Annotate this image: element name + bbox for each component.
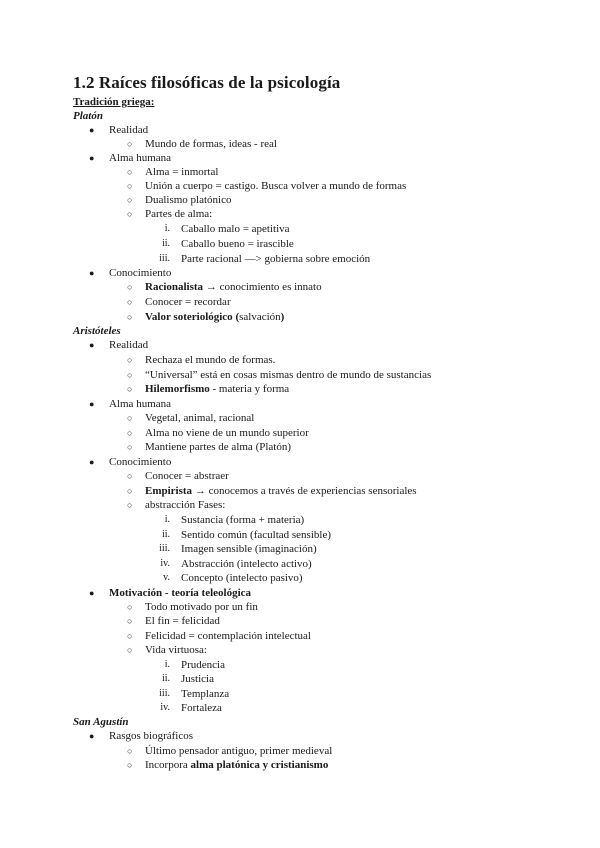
list-item: [0, 137, 600, 151]
roman-numeral: iv.: [160, 702, 170, 713]
list-item: [0, 151, 600, 165]
list-item: [0, 353, 600, 367]
circle-bullet-icon: ○: [127, 645, 133, 655]
bullet-icon: ●: [89, 457, 95, 467]
list-item: [0, 368, 600, 382]
list-item: [0, 687, 600, 701]
list-item-text: Parte racional —> gobierna sobre emoción: [181, 253, 371, 265]
circle-bullet-icon: ○: [127, 428, 133, 438]
list-item: [0, 455, 600, 469]
list-item: [0, 252, 600, 266]
list-item: [0, 237, 600, 251]
list-item: [0, 513, 600, 527]
list-item: [0, 193, 600, 207]
circle-bullet-icon: ○: [127, 355, 133, 365]
circle-bullet-icon: ○: [127, 312, 133, 322]
list-item: [0, 701, 600, 715]
list-item: [0, 179, 600, 193]
philosopher-agustin: [0, 715, 600, 729]
circle-bullet-icon: ○: [127, 195, 133, 205]
list-item: [0, 484, 600, 498]
bold-term: Racionalista: [145, 281, 204, 293]
bullet-icon: ●: [89, 153, 95, 163]
term-description: - materia y forma: [209, 383, 290, 395]
roman-numeral: iii.: [159, 688, 170, 699]
list-item: [0, 658, 600, 672]
circle-bullet-icon: ○: [127, 486, 133, 496]
list-item: [0, 729, 600, 743]
list-item-text: Dualismo platónico: [145, 194, 232, 206]
philosopher-aristoteles: [0, 324, 600, 338]
list-item-text: Realidad: [109, 124, 149, 136]
list-item: [0, 295, 600, 309]
list-item-text: Todo motivado por un fin: [145, 601, 258, 613]
list-item-text: abstracción Fases:: [145, 499, 226, 511]
philosopher-name: Platón: [73, 110, 103, 122]
bold-term: Empirista: [145, 485, 193, 497]
list-item: [0, 426, 600, 440]
roman-numeral: i.: [164, 659, 170, 670]
list-item-text: Felicidad = contemplación intelectual: [145, 630, 311, 642]
list-item: [0, 629, 600, 643]
philosopher-name: Aristóteles: [73, 325, 121, 337]
list-item: [0, 672, 600, 686]
list-item-text: Conocer = abstraer: [145, 470, 229, 482]
list-item-text: Alma humana: [109, 152, 172, 164]
paren-open: (: [232, 311, 240, 323]
roman-numeral: iii.: [159, 543, 170, 554]
list-item: [0, 338, 600, 352]
list-item-text: Conocimiento: [109, 456, 172, 468]
list-item-text: Concepto (intelecto pasivo): [181, 572, 303, 584]
list-item-text: [145, 280, 322, 294]
circle-bullet-icon: ○: [127, 167, 133, 177]
list-item: [0, 222, 600, 236]
list-item-text: Vegetal, animal, racional: [145, 412, 255, 424]
list-item: [0, 266, 600, 280]
list-item-text: El fin = felicidad: [145, 615, 220, 627]
circle-bullet-icon: ○: [127, 370, 133, 380]
list-item-text: Mundo de formas, ideas - real: [145, 138, 277, 150]
circle-bullet-icon: ○: [127, 760, 133, 770]
circle-bullet-icon: ○: [127, 631, 133, 641]
circle-bullet-icon: ○: [127, 297, 133, 307]
list-item-text: Caballo bueno = irascible: [181, 238, 294, 250]
list-item-text: [145, 758, 328, 772]
bullet-icon: ●: [89, 731, 95, 741]
list-item: [0, 280, 600, 294]
list-item: [0, 758, 600, 772]
list-item: [0, 600, 600, 614]
circle-bullet-icon: ○: [127, 384, 133, 394]
list-item-text: Motivación - teoría teleológica: [109, 587, 252, 599]
circle-bullet-icon: ○: [127, 500, 133, 510]
list-item-text: Último pensador antiguo, primer medieval: [145, 745, 333, 757]
list-item-text: Rasgos biográficos: [109, 730, 194, 742]
bullet-icon: ●: [89, 588, 95, 598]
list-item: [0, 528, 600, 542]
roman-numeral: iii.: [159, 253, 170, 264]
circle-bullet-icon: ○: [127, 471, 133, 481]
term-description: salvación: [239, 311, 281, 323]
subsection-heading: Tradición griega:: [73, 96, 155, 108]
circle-bullet-icon: ○: [127, 181, 133, 191]
list-item-text: Vida virtuosa:: [145, 644, 207, 656]
circle-bullet-icon: ○: [127, 442, 133, 452]
list-item-text: Conocimiento: [109, 267, 172, 279]
paren-close: ): [280, 311, 285, 323]
term-description: → conocimiento es innato: [203, 281, 322, 293]
list-item: [0, 744, 600, 758]
list-item: [0, 123, 600, 137]
list-item: [0, 382, 600, 396]
list-item-text: Rechaza el mundo de formas.: [145, 354, 276, 366]
list-item-text: Templanza: [181, 688, 230, 700]
list-item: [0, 440, 600, 454]
bold-term: Valor soteriológico: [145, 311, 233, 323]
list-item: [0, 498, 600, 512]
circle-bullet-icon: ○: [127, 209, 133, 219]
roman-numeral: i.: [164, 223, 170, 234]
list-item-text: [145, 484, 417, 498]
list-item: [0, 542, 600, 556]
list-item-text: Fortaleza: [181, 702, 222, 714]
list-item: [0, 643, 600, 657]
list-item: [0, 411, 600, 425]
list-item-text: Abstracción (intelecto activo): [181, 558, 312, 570]
roman-numeral: i.: [164, 514, 170, 525]
list-item-text: Prudencia: [181, 659, 225, 671]
term-description: Incorpora: [145, 759, 191, 771]
list-item: [0, 557, 600, 571]
page-title: 1.2 Raíces filosóficas de la psicología: [73, 73, 341, 92]
circle-bullet-icon: ○: [127, 616, 133, 626]
roman-numeral: iv.: [160, 558, 170, 569]
bullet-icon: ●: [89, 268, 95, 278]
philosopher-name: San Agustín: [73, 716, 129, 728]
circle-bullet-icon: ○: [127, 139, 133, 149]
list-item-text: Conocer = recordar: [145, 296, 231, 308]
bullet-icon: ●: [89, 399, 95, 409]
list-item-text: “Universal” está en cosas mismas dentro de mundo de sustancias: [145, 369, 432, 381]
list-item-text: Unión a cuerpo = castigo. Busca volver a mundo de formas: [145, 180, 407, 192]
list-item-text: [145, 382, 289, 396]
list-item: [0, 207, 600, 221]
bullet-icon: ●: [89, 340, 95, 350]
list-item-text: Caballo malo = apetitiva: [181, 223, 290, 235]
roman-numeral: ii.: [161, 238, 170, 249]
list-item-text: Justicia: [181, 673, 214, 685]
bullet-icon: ●: [89, 125, 95, 135]
term-description: → conocemos a través de experiencias sensoriales: [192, 485, 417, 497]
list-item-text: Mantiene partes de alma (Platón): [145, 441, 292, 453]
philosopher-platon: [0, 109, 600, 123]
circle-bullet-icon: ○: [127, 602, 133, 612]
roman-numeral: v.: [163, 572, 170, 583]
circle-bullet-icon: ○: [127, 746, 133, 756]
list-item-text: Alma no viene de un mundo superior: [145, 427, 309, 439]
bold-term: alma platónica y cristianismo: [190, 759, 329, 771]
circle-bullet-icon: ○: [127, 282, 133, 292]
list-item: [0, 469, 600, 483]
list-item-text: Partes de alma:: [145, 208, 213, 220]
roman-numeral: ii.: [161, 673, 170, 684]
section-tradicion: [0, 95, 600, 109]
circle-bullet-icon: ○: [127, 413, 133, 423]
list-item: [0, 571, 600, 585]
bold-term: Hilemorfismo: [145, 383, 210, 395]
roman-numeral: ii.: [161, 529, 170, 540]
list-item: [0, 165, 600, 179]
list-item-text: Alma = inmortal: [145, 166, 219, 178]
list-item-text: [145, 310, 284, 324]
list-item: [0, 614, 600, 628]
list-item-text: Realidad: [109, 339, 149, 351]
list-item: [0, 310, 600, 324]
list-item-text: Imagen sensible (imaginación): [181, 543, 317, 555]
list-item-text: Sustancia (forma + materia): [181, 514, 305, 526]
list-item-text: Sentido común (facultad sensible): [181, 529, 331, 541]
list-item-text: Alma humana: [109, 398, 172, 410]
list-item: [0, 586, 600, 600]
list-item: [0, 397, 600, 411]
